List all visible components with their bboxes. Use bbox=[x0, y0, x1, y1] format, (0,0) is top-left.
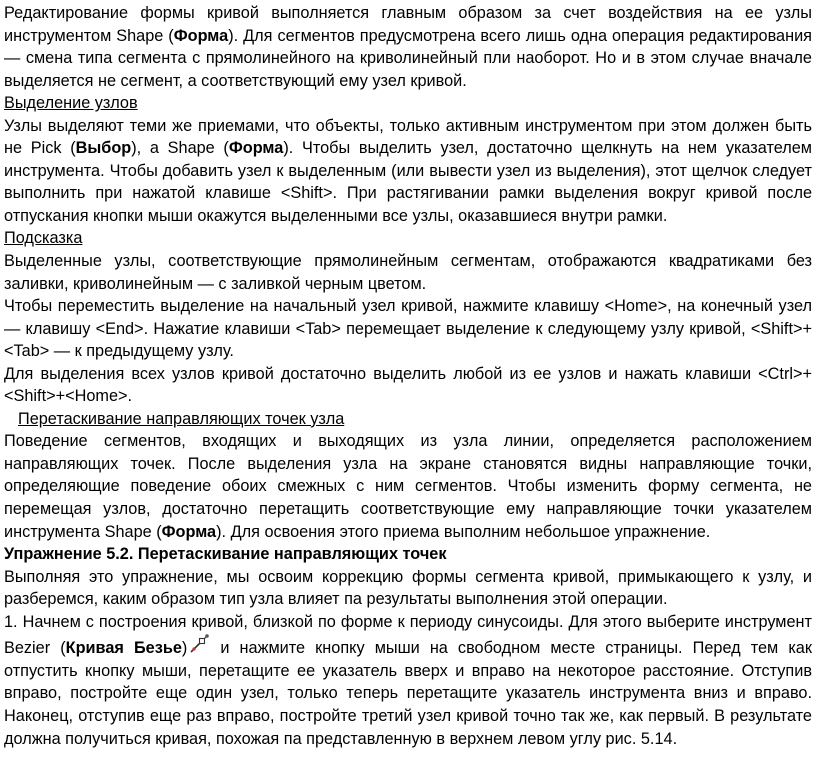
paragraph-step-1: 1. Начнем с построения кривой, близкой по форме к периоду синусоиды. Для этого выберите инструмент Bezier (Кривая Безье) и нажмите кнопку мыши на свободном месте страницы. Перед тем как отпустить кнопку мыши, перетащите ее указатель вверх и вправо на некоторое расстояние. Отступив вправо, постройте еще один узел, только теперь перетащите указатель инструмента вниз и вправо. Наконец, отступив еще раз вправо, постройте третий узел кривой точно так же, как первый. В результате должна получиться кривая, похожая па представленную в верхнем левом углу рис. 5.14. bbox=[4, 612, 812, 748]
heading-drag-handles: Перетаскивание направляющих точек узла bbox=[18, 409, 345, 428]
heading-hint: Подсказка bbox=[4, 229, 83, 248]
paragraph-drag-handles: Поведение сегментов, входящих и выходящих из узла линии, определяется расположением направляющих точек. После выделения узла на экране становятся видны направляющие точки, определяющие поведение обоих смежных с ним сегментов. Чтобы изменить форму сегмента, не перемещая узлов, достаточно перетащить соответствующие ему направляющие точки указателем инструмента Shape (Форма). Для освоения этого приема выполним небольшое упражнение. bbox=[4, 432, 812, 541]
bezier-tool-icon bbox=[188, 633, 210, 655]
paragraph-node-selection: Узлы выделяют теми же приемами, что объекты, только активным инструментом при этом должен быть не Pick (Выбор), a Shape (Форма). Чтобы выделить узел, достаточно щелкнуть на нем указателем инструмента. Чтобы добавить узел к выделенным (или вывести узел из выделения), этот щелчок следует выполнить при нажатой клавише <Shift>. При растягивании рамки выделения вокруг кривой после отпускания кнопки мыши окажутся выделенными все узлы, оказавшиеся внутри рамки. bbox=[4, 116, 813, 225]
paragraph-select-all: Для выделения всех узлов кривой достаточно выделить любой из ее узлов и нажать клавиши <Ctrl>+<Shift>+<Home>. bbox=[4, 364, 812, 406]
paragraph-keys: Чтобы переместить выделение на начальный узел кривой, нажмите клавишу <Home>, на конечный узел — клавишу <End>. Нажатие клавиши <Tab> перемещает выделение к следующему узлу кривой, <Shift>+<Tab> — к предыдущему узлу. bbox=[4, 297, 812, 361]
paragraph-exercise-intro: Выполняя это упражнение, мы освоим коррекцию формы сегмента кривой, примыкающего к узлу, и разберемся, каким образом тип узла влияет па результаты выполнения этой операции. bbox=[4, 567, 812, 609]
exercise-title: Упражнение 5.2. Перетаскивание направляющих точек bbox=[4, 545, 447, 564]
paragraph-intro: Редактирование формы кривой выполняется главным образом за счет воздействия на ее узлы инструментом Shape (Форма). Для сегментов предусмотрена всего лишь одна операция редактирования — смена типа сегмента с прямолинейного на криволинейный пли наоборот. Но и в этом случае вначале выделяется не сегмент, а соответствующий ему узел кривой. bbox=[4, 4, 812, 90]
paragraph-hint: Выделенные узлы, соответствующие прямолинейным сегментам, отображаются квадратиками без заливки, криволинейным — с заливкой черным цветом. bbox=[4, 252, 812, 293]
heading-node-selection: Выделение узлов bbox=[4, 94, 138, 113]
